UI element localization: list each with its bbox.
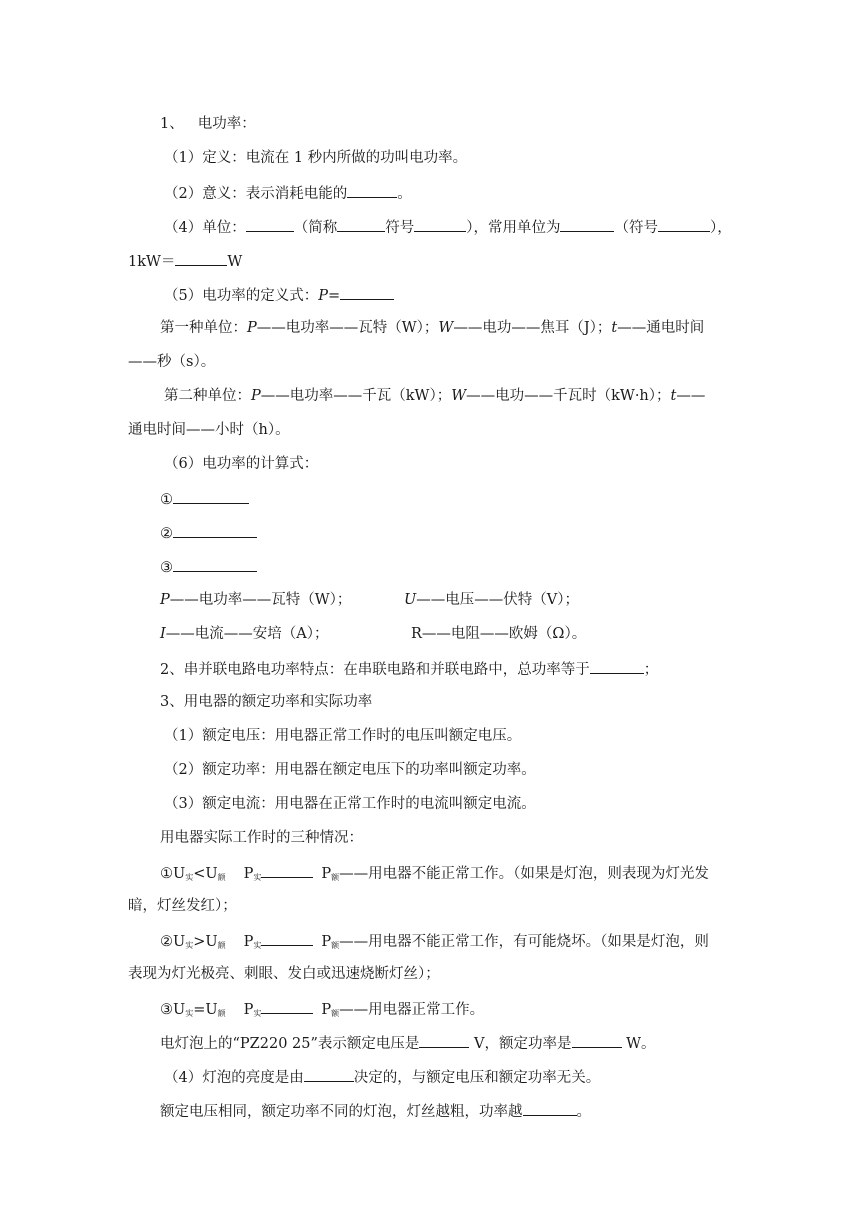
rated-voltage: （1）额定电压：用电器正常工作时的电压叫额定电压。 <box>164 728 522 744</box>
blank[interactable] <box>414 217 466 232</box>
unit-system-2: 第二种单位：P——电功率——千瓦（kW）；W——电功——千瓦时（kW·h）；t—— <box>164 388 706 404</box>
section-3-heading: 3、用电器的额定功率和实际功率 <box>160 694 373 710</box>
var-resistance: R——电阻——欧姆（Ω）。 <box>411 626 587 642</box>
case-2-line-2: 表现为灯光极亮、刺眼、发白或迅速烧断灯丝）； <box>128 966 440 982</box>
blank[interactable] <box>419 1033 469 1048</box>
blank[interactable] <box>175 251 227 266</box>
var-power: P——电功率——瓦特（W）； <box>160 592 352 608</box>
blank[interactable] <box>304 1067 354 1082</box>
formula-line: （5）电功率的定义式：P= <box>164 285 394 305</box>
blank[interactable] <box>246 217 294 232</box>
calc-item-3: ③ <box>160 557 257 577</box>
meaning-line: （2）意义：表示消耗电能的 。 <box>164 183 412 203</box>
blank[interactable] <box>560 217 614 232</box>
section-title: 电功率： <box>197 116 256 132</box>
blank[interactable] <box>173 489 249 504</box>
unit-system-1-line-2: ——秒（s）。 <box>128 354 216 370</box>
blank[interactable] <box>523 1101 577 1116</box>
calc-title: （6）电功率的计算式： <box>164 456 319 472</box>
rated-power: （2）额定功率：用电器在额定电压下的功率叫额定功率。 <box>164 762 536 778</box>
blank[interactable] <box>261 931 313 946</box>
blank[interactable] <box>347 183 397 198</box>
unit-system-2-line-2: 通电时间——小时（h）。 <box>128 422 290 438</box>
blank[interactable] <box>173 557 257 572</box>
brightness-line: （4）灯泡的亮度是由 决定的，与额定电压和额定功率无关。 <box>164 1067 600 1087</box>
calc-item-1: ① <box>160 489 249 509</box>
var-current: I——电流——安培（A）； <box>160 626 329 642</box>
calc-item-2: ② <box>160 523 257 543</box>
blank[interactable] <box>340 285 394 300</box>
blank[interactable] <box>658 217 710 232</box>
unit-line-2: 1kW＝ W <box>128 251 242 271</box>
pz-line: 电灯泡上的“PZ220 25”表示额定电压是 V，额定功率是 W。 <box>160 1033 656 1053</box>
blank[interactable] <box>173 523 257 538</box>
unit-line: （4）单位： （简称 符号 ），常用单位为 （符号 ）， <box>164 217 732 237</box>
rated-current: （3）额定电流：用电器在正常工作时的电流叫额定电流。 <box>164 796 536 812</box>
three-cases-title: 用电器实际工作时的三种情况： <box>160 830 363 846</box>
blank[interactable] <box>337 217 385 232</box>
case-1-line-2: 暗，灯丝发红）； <box>128 898 237 914</box>
section-1-heading <box>160 115 256 133</box>
blank[interactable] <box>261 863 313 878</box>
blank[interactable] <box>590 659 644 674</box>
case-2: $②U_实>U_额$ $P_实$ $P_额——$用电器不能正常工作，有可能烧坏。（如果是灯泡，则 <box>160 931 709 955</box>
section-number: 1、 <box>160 116 184 132</box>
case-3: $③U_实=U_额$ $P_实$ $P_额——$用电器正常工作。 <box>160 999 484 1023</box>
definition-line: （1）定义：电流在 1 秒内所做的功叫电功率。 <box>164 150 468 166</box>
unit-system-1: 第一种单位：P——电功率——瓦特（W）；W——电功——焦耳（J）；t——通电时间 <box>160 320 705 336</box>
blank[interactable] <box>572 1033 622 1048</box>
filament-line: 额定电压相同，额定功率不同的灯泡，灯丝越粗，功率越 。 <box>160 1101 591 1121</box>
case-1: $①U_实<U_额$ $P_实$ $P_额——$用电器不能正常工作。（如果是灯泡，则表现为灯光发 <box>160 863 709 887</box>
var-voltage: U——电压——伏特（V）； <box>404 592 579 608</box>
section-2: 2、串并联电路电功率特点：在串联电路和并联电路中，总功率等于 ； <box>160 659 658 679</box>
blank[interactable] <box>261 999 313 1014</box>
